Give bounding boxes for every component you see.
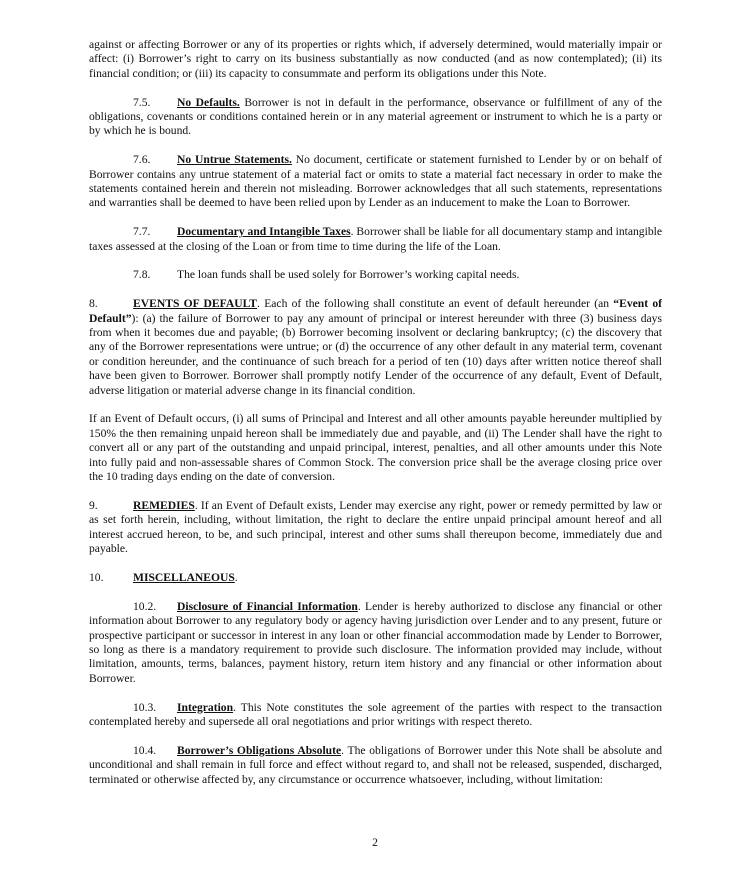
section-text: .	[234, 570, 238, 584]
section-text: . If an Event of Default exists, Lender may exercise any right, power or remedy permitted by law or as set forth herein, including, without limitation, the right to declare the entire unpaid principal amount hereof and all interest accrued hereon, to be, and such principal, interest and other sums shall thereupon become, immediately due and payable.	[89, 498, 662, 556]
section-text: The loan funds shall be used solely for Borrower’s working capital needs.	[177, 268, 520, 282]
section-text: . This Note constitutes the sole agreement of the parties with respect to the transaction contemplated hereby and supersede all oral negotiations and prior writings with respect thereto.	[89, 700, 662, 728]
section-number: 10.2.	[133, 599, 157, 613]
section-number: 10.3.	[133, 700, 157, 714]
section-text: . Lender is hereby authorized to disclose any financial or other information about Borrower to any regulatory body or agency having jurisdiction over Lender and to any present, future or prospective participant or successor in interest in any loan or other financial accommodation made by Lender to Borrower, so long as there is a mandatory requirement to provide such disclosure. The information provided may include, without limitation, amounts, terms, balances, payment history, return item history and any financial or other information about Borrower.	[89, 599, 662, 685]
section-7-8	[89, 268, 662, 282]
section-text: No document, certificate or statement furnished to Lender by or on behalf of Borrower contains any untrue statement of a material fact or omits to state a material fact necessary in order to make the statements contained herein and therein not misleading. Borrower acknowledges that all such statements, representations and warranties shall be deemed to have been relied upon by Lender as an inducement to make the Loan to Borrower.	[89, 153, 662, 210]
section-text: . The obligations of Borrower under this Note shall be absolute and unconditional and shall remain in full force and effect without regard to, and shall not be released, suspended, discharged, terminated or otherwise affected by, any circumstance or occurrence whatsoever, including, without limitation:	[89, 743, 662, 786]
section-heading: No Untrue Statements.	[177, 153, 292, 167]
section-text: . Borrower shall be liable for all documentary stamp and intangible taxes assessed at the closing of the Loan or from time to time during the life of the Loan.	[89, 225, 662, 253]
section-number: 7.5.	[133, 95, 151, 109]
section-heading: EVENTS OF DEFAULT	[133, 297, 258, 311]
document-page	[89, 38, 662, 787]
section-text: . Each of the following shall constitute an event of default hereunder (an	[257, 297, 614, 311]
section-number: 8.	[89, 297, 98, 311]
section-heading: Borrower’s Obligations Absolute	[177, 743, 342, 757]
section-number: 7.7.	[133, 225, 151, 239]
section-number: 9.	[89, 498, 98, 512]
section-10-4	[89, 744, 662, 787]
section-10-2	[89, 600, 662, 686]
section-heading: Documentary and Intangible Taxes	[177, 225, 351, 239]
continuation-paragraph: against or affecting Borrower or any of its properties or rights which, if adversely determined, would materially impair or affect: (i) Borrower’s right to carry on its business substantially as now conducted (and as now contemplated); (ii) its financial condition; or (iii) its capacity to consummate and perform its obligations under this Note.	[89, 38, 662, 80]
section-heading: No Defaults.	[177, 95, 240, 109]
section-heading: REMEDIES	[133, 498, 195, 512]
section-7-6	[89, 153, 662, 211]
section-10-3	[89, 701, 662, 730]
section-number: 10.	[89, 570, 104, 584]
page-number: 2	[372, 836, 378, 849]
section-7-5	[89, 96, 662, 139]
section-heading: Integration	[177, 700, 234, 714]
section-number: 7.8.	[133, 268, 151, 282]
section-text: Borrower is not in default in the performance, observance or fulfillment of any of the obligations, covenants or conditions contained herein or in any material agreement or instrument to which he is a party or by which he is bound.	[89, 95, 663, 138]
section-8	[89, 297, 662, 398]
section-7-7	[89, 225, 662, 254]
section-9	[89, 499, 662, 557]
section-heading: Disclosure of Financial Information	[177, 599, 358, 613]
section-text: ): (a) the failure of Borrower to pay any amount of principal or interest hereunder with three (3) business days from when it becomes due and payable; (b) Borrower becoming insolvent or declaring bankruptcy; (c) the discovery that any of the Borrower representations were untrue; or (d) the occurrence of any other default in any material term, covenant or condition hereunder, and the continuance of such breach for a period of ten (10) days after written notice thereof shall have been given to Borrower. Borrower shall promptly notify Lender of the occurrence of any default, Event of Default, adverse litigation or material adverse change in its financial condition.	[89, 311, 662, 397]
defined-term: “Event of Default”	[89, 297, 662, 325]
section-number: 10.4.	[133, 743, 157, 757]
section-10	[89, 571, 662, 585]
section-heading: MISCELLANEOUS	[133, 570, 235, 584]
section-number: 7.6.	[133, 153, 151, 167]
section-8-paragraph-2: If an Event of Default occurs, (i) all sums of Principal and Interest and all other amounts payable hereunder multiplied by 150% the then remaining unpaid hereon shall be immediately due and payable, and (ii) The Lender shall have the right to convert all or any part of the outstanding and unpaid principal, interest, penalties, and all other amounts under this Note into fully paid and non-assessable shares of Common Stock. The conversion price shall be the average closing price over the 10 trading days ending on the date of conversion.	[89, 412, 662, 484]
